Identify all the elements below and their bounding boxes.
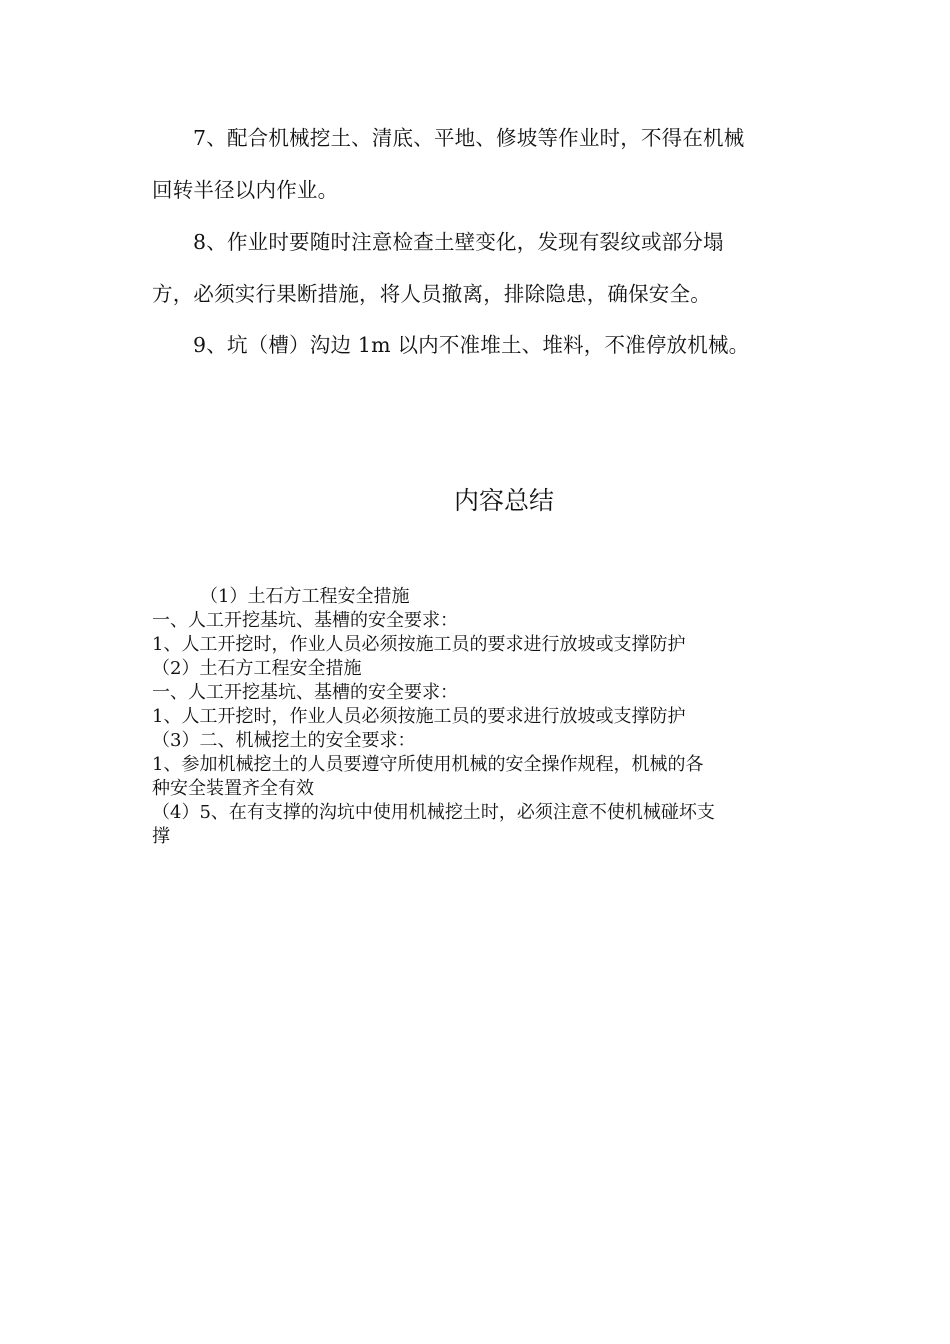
- paragraph-7-line-2: 回转半径以内作业。: [152, 178, 339, 202]
- summary-list: [152, 585, 802, 849]
- summary-line: 一、人工开挖基坑、基槽的安全要求：: [152, 610, 458, 631]
- summary-line: （3）二、机械挖土的安全要求：: [152, 730, 416, 751]
- summary-line: 1、人工开挖时，作业人员必须按施工员的要求进行放坡或支撑防护: [152, 634, 686, 655]
- summary-line: （4）5、在有支撑的沟坑中使用机械挖土时，必须注意不使机械碰坏支: [152, 802, 715, 823]
- paragraph-9-line-1: 9、坑（槽）沟边 1m 以内不准堆土、堆料，不准停放机械。: [193, 333, 750, 357]
- summary-title: 内容总结: [453, 486, 554, 515]
- summary-line: （1）土石方工程安全措施: [200, 586, 410, 607]
- summary-line: 撑: [152, 826, 170, 847]
- summary-line: 1、参加机械挖土的人员要遵守所使用机械的安全操作规程，机械的各: [152, 754, 704, 775]
- summary-line: 一、人工开挖基坑、基槽的安全要求：: [152, 682, 458, 703]
- summary-line: 种安全装置齐全有效: [152, 778, 314, 799]
- paragraph-8-line-1: 8、作业时要随时注意检查土壁变化，发现有裂纹或部分塌: [193, 230, 724, 254]
- paragraph-7-line-1: 7、配合机械挖土、清底、平地、修坡等作业时，不得在机械: [193, 126, 745, 150]
- paragraph-8-line-2: 方，必须实行果断措施，将人员撤离，排除隐患，确保安全。: [152, 282, 711, 306]
- summary-line: 1、人工开挖时，作业人员必须按施工员的要求进行放坡或支撑防护: [152, 706, 686, 727]
- summary-line: （2）土石方工程安全措施: [152, 658, 362, 679]
